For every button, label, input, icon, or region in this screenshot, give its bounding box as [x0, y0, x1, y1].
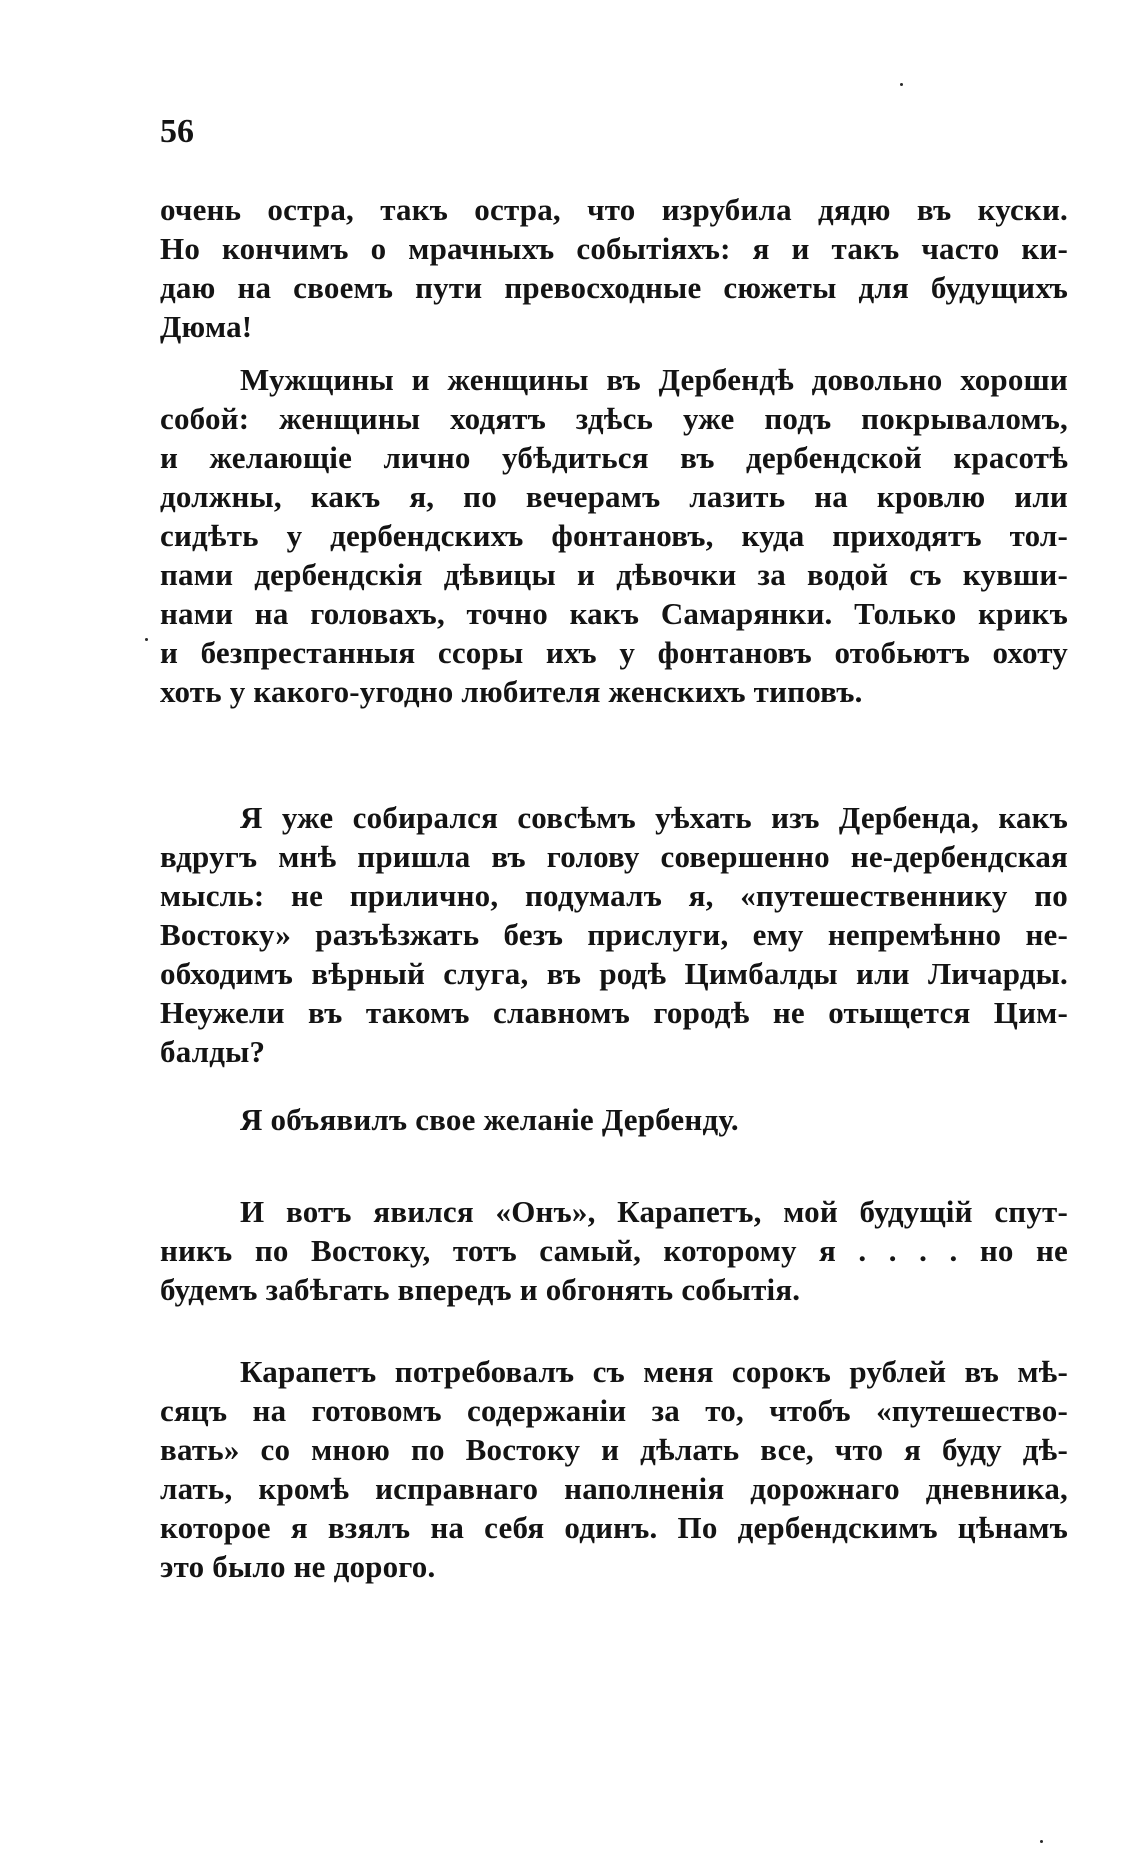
text-line: вать» со мною по Востоку и дѣлать все, что я буду дѣ-: [160, 1432, 1068, 1467]
text-line: Мужщины и женщины въ Дербендѣ довольно хороши: [240, 362, 1068, 397]
text-line: мысль: не прилично, подумалъ я, «путешественнику по: [160, 878, 1068, 913]
text-line: собой: женщины ходятъ здѣсь уже подъ покрываломъ,: [160, 401, 1068, 436]
text-line: балды?: [160, 1034, 266, 1069]
text-line: сидѣть у дербендскихъ фонтановъ, куда приходятъ тол-: [160, 518, 1068, 553]
text-line: обходимъ вѣрный слуга, въ родѣ Цимбалды или Личарды.: [160, 956, 1068, 991]
text-line: и желающіе лично убѣдиться въ дербендской красотѣ: [160, 440, 1068, 475]
scan-speck: [145, 638, 148, 641]
paragraph-4: [160, 1100, 1068, 1139]
paragraph-3: [160, 798, 1068, 1071]
text-line: Я объявилъ свое желаніе Дербенду.: [240, 1102, 739, 1137]
text-line: Востоку» разъѣзжать безъ прислуги, ему непремѣнно не-: [160, 917, 1068, 952]
text-line: очень остра, такъ остра, что изрубила дядю въ куски.: [160, 192, 1068, 227]
page-number: 56: [160, 113, 194, 150]
text-line: никъ по Востоку, тотъ самый, которому я . . . . но не: [160, 1233, 1068, 1268]
scan-speck: [1040, 1840, 1043, 1843]
text-line: хоть у какого-угодно любителя женскихъ типовъ.: [160, 674, 863, 709]
text-line: будемъ забѣгать впередъ и обгонять событія.: [160, 1272, 801, 1307]
text-line: Карапетъ потребовалъ съ меня сорокъ рублей въ мѣ-: [240, 1354, 1068, 1389]
paragraph-6: [160, 1352, 1068, 1586]
text-line: пами дербендскія дѣвицы и дѣвочки за водой съ кувши-: [160, 557, 1068, 592]
text-line: которое я взялъ на себя одинъ. По дербендскимъ цѣнамъ: [160, 1510, 1068, 1545]
text-line: Дюма!: [160, 309, 253, 344]
text-line: Я уже собирался совсѣмъ уѣхать изъ Дербенда, какъ: [240, 800, 1068, 835]
text-line: и безпрестанныя ссоры ихъ у фонтановъ отобьютъ охоту: [160, 635, 1068, 670]
text-line: И вотъ явился «Онъ», Карапетъ, мой будущій спут-: [240, 1194, 1068, 1229]
text-line: Неужели въ такомъ славномъ городѣ не отыщется Цим-: [160, 995, 1068, 1030]
text-line: нами на головахъ, точно какъ Самарянки. Только крикъ: [160, 596, 1068, 631]
text-line: Но кончимъ о мрачныхъ событіяхъ: я и такъ часто ки-: [160, 231, 1068, 266]
paragraph-2: [160, 360, 1068, 711]
scan-speck: [900, 83, 903, 86]
text-line: даю на своемъ пути превосходные сюжеты для будущихъ: [160, 270, 1068, 305]
text-line: сяцъ на готовомъ содержаніи за то, чтобъ «путешество-: [160, 1393, 1068, 1428]
text-line: это было не дорого.: [160, 1549, 436, 1584]
text-line: должны, какъ я, по вечерамъ лазить на кровлю или: [160, 479, 1068, 514]
paragraph-1: [160, 190, 1068, 346]
paragraph-5: [160, 1192, 1068, 1309]
text-line: лать, кромѣ исправнаго наполненія дорожнаго дневника,: [160, 1471, 1068, 1506]
text-line: вдругъ мнѣ пришла въ голову совершенно не-дербендская: [160, 839, 1068, 874]
